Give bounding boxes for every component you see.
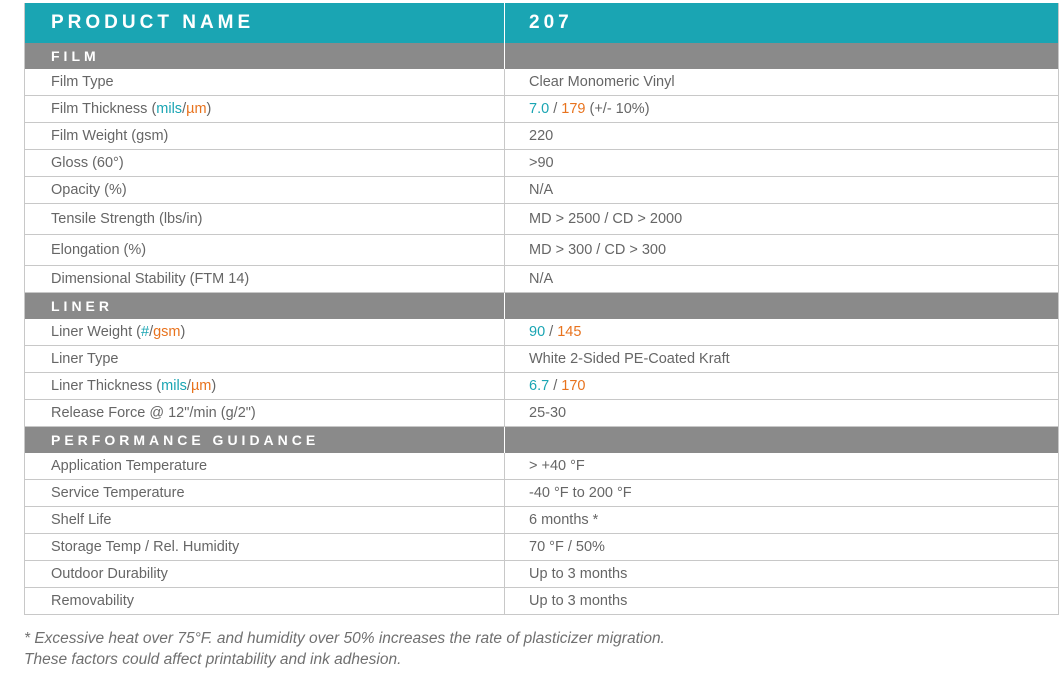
row-value: 7.0 / 179 (+/- 10%)	[505, 96, 1059, 123]
table-row	[25, 235, 1059, 266]
row-value: MD > 2500 / CD > 2000	[505, 204, 1059, 235]
row-value: N/A	[505, 266, 1059, 293]
row-value: MD > 300 / CD > 300	[505, 235, 1059, 266]
section-title: FILM	[25, 43, 505, 69]
table-row	[25, 204, 1059, 235]
table-row	[25, 534, 1059, 561]
row-label: Film Thickness (mils/µm)	[25, 96, 505, 123]
table-row	[25, 96, 1059, 123]
row-value: Clear Monomeric Vinyl	[505, 69, 1059, 96]
row-label: Elongation (%)	[25, 235, 505, 266]
row-label: Film Weight (gsm)	[25, 123, 505, 150]
table-row	[25, 177, 1059, 204]
row-label: Shelf Life	[25, 507, 505, 534]
spec-sheet	[24, 3, 1058, 615]
row-value: >90	[505, 150, 1059, 177]
row-value: -40 °F to 200 °F	[505, 480, 1059, 507]
footnote	[24, 628, 665, 670]
section-title: PERFORMANCE GUIDANCE	[25, 427, 505, 454]
row-label: Film Type	[25, 69, 505, 96]
row-value: 25-30	[505, 400, 1059, 427]
row-label: Storage Temp / Rel. Humidity	[25, 534, 505, 561]
row-value: > +40 °F	[505, 453, 1059, 480]
row-label: Liner Thickness (mils/µm)	[25, 373, 505, 400]
row-label: Release Force @ 12"/min (g/2")	[25, 400, 505, 427]
product-name-header: PRODUCT NAME	[25, 3, 505, 43]
table-row	[25, 561, 1059, 588]
section-liner	[25, 293, 1059, 320]
row-label: Dimensional Stability (FTM 14)	[25, 266, 505, 293]
row-value: 220	[505, 123, 1059, 150]
row-label: Liner Weight (#/gsm)	[25, 319, 505, 346]
row-value: Up to 3 months	[505, 588, 1059, 615]
row-value: 90 / 145	[505, 319, 1059, 346]
table-row	[25, 123, 1059, 150]
row-label: Removability	[25, 588, 505, 615]
section-film	[25, 43, 1059, 69]
table-row	[25, 453, 1059, 480]
table-row	[25, 150, 1059, 177]
footnote-line: These factors could affect printability and ink adhesion.	[24, 651, 402, 668]
table-row	[25, 400, 1059, 427]
spec-table	[24, 3, 1059, 615]
row-value: 6.7 / 170	[505, 373, 1059, 400]
table-row	[25, 319, 1059, 346]
row-label: Application Temperature	[25, 453, 505, 480]
table-row	[25, 69, 1059, 96]
row-label: Outdoor Durability	[25, 561, 505, 588]
table-row	[25, 480, 1059, 507]
table-row	[25, 266, 1059, 293]
table-row	[25, 373, 1059, 400]
row-label: Service Temperature	[25, 480, 505, 507]
row-label: Tensile Strength (lbs/in)	[25, 204, 505, 235]
section-title: LINER	[25, 293, 505, 320]
row-label: Liner Type	[25, 346, 505, 373]
footnote-line: * Excessive heat over 75°F. and humidity over 50% increases the rate of plasticizer migration.	[24, 630, 665, 647]
row-value: Up to 3 months	[505, 561, 1059, 588]
table-row	[25, 507, 1059, 534]
header-row	[25, 3, 1059, 43]
table-row	[25, 588, 1059, 615]
row-value: N/A	[505, 177, 1059, 204]
row-value: 70 °F / 50%	[505, 534, 1059, 561]
row-value: 6 months *	[505, 507, 1059, 534]
table-row	[25, 346, 1059, 373]
row-label: Gloss (60°)	[25, 150, 505, 177]
row-label: Opacity (%)	[25, 177, 505, 204]
product-code-header: 207	[505, 3, 1059, 43]
section-performance	[25, 427, 1059, 454]
row-value: White 2-Sided PE-Coated Kraft	[505, 346, 1059, 373]
